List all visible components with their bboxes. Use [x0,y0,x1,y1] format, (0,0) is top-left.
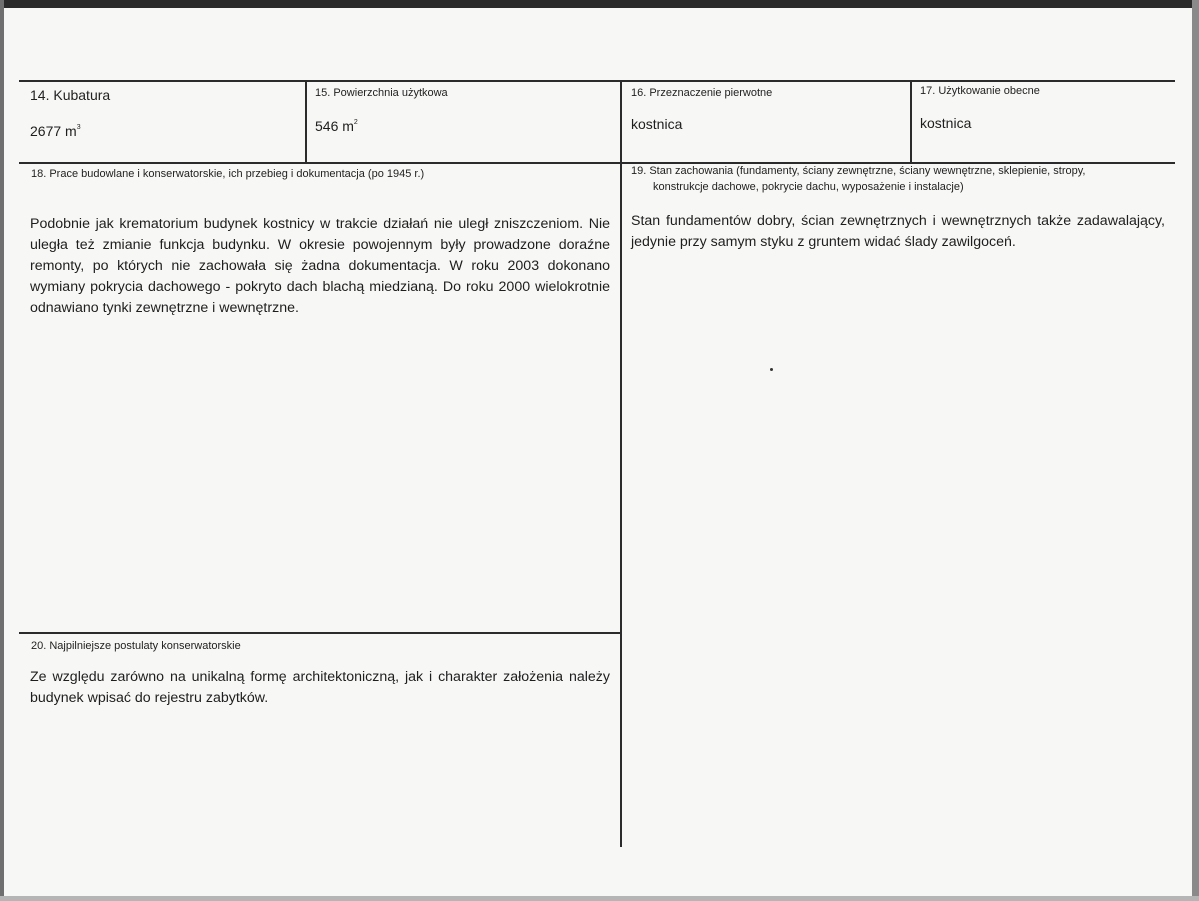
przeznaczenie-value: kostnica [631,116,683,132]
rule-col-3 [910,80,912,163]
stan-zachowania-label-line2: konstrukcje dachowe, pokrycie dachu, wyposażenie i instalacje) [653,181,964,193]
form-sheet [4,8,1192,896]
scan-edge-top [0,0,1199,8]
stan-zachowania-text: Stan fundamentów dobry, ścian zewnętrznych i wewnętrznych także zadawalający, jedynie przy samym styku z gruntem widać ślady zawilgoceń. [631,213,1165,250]
prace-budowlane-text: Podobnie jak krematorium budynek kostnicy w trakcie działań nie uległ zniszczeniom. Nie uległa też zmianie funkcja budynku. W okresie powojennym były prowadzone doraźne remonty, po których nie zachowała się żadna dokumentacja. W roku 2003 dokonano wymiany pokrycia dachowego - pokryto dach blachą miedzianą. Do roku 2000 wielokrotnie odnawiano tynki zewnętrzne i wewnętrzne. [30,216,610,316]
powierzchnia-number: 546 [315,118,339,134]
postulaty-text: Ze względu zarówno na unikalną formę architektoniczną, jak i charakter założenia należy budynek wpisać do rejestru zabytków. [30,669,610,706]
postulaty-label: 20. Najpilniejsze postulaty konserwatorskie [31,640,241,652]
stan-zachowania-label-line1: 19. Stan zachowania (fundamenty, ściany zewnętrzne, ściany wewnętrzne, sklepienie, stropy, [631,165,1086,177]
kubatura-value [30,123,81,139]
przeznaczenie-label: 16. Przeznaczenie pierwotne [631,87,773,99]
uzytkowanie-value: kostnica [920,115,972,131]
powierzchnia-label: 15. Powierzchnia użytkowa [315,87,448,99]
rule-col-1 [305,80,307,163]
scan-speck [770,368,773,371]
rule-row-2-left [19,632,621,634]
uzytkowanie-label: 17. Użytkowanie obecne [920,85,1040,97]
scan-edge-bottom [0,896,1199,901]
kubatura-number: 2677 [30,123,62,139]
powierzchnia-value [315,118,358,134]
prace-budowlane-label: 18. Prace budowlane i konserwatorskie, ich przebieg i dokumentacja (po 1945 r.) [31,168,425,180]
rule-col-2 [620,80,622,847]
scan-edge-right [1192,0,1199,901]
kubatura-unit: $m^3$ [65,123,81,139]
powierzchnia-unit: $m^2$ [342,118,358,134]
kubatura-label: 14. Kubatura [30,87,111,103]
rule-top [19,80,1175,82]
